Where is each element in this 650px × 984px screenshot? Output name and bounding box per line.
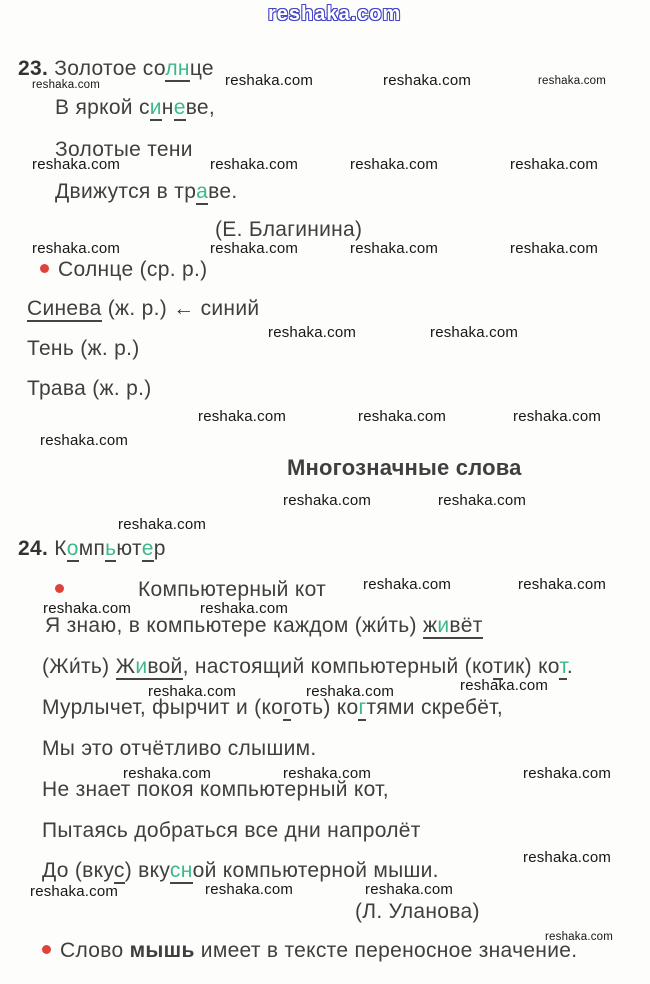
watermark: reshaka.com: [430, 324, 519, 341]
text-segment: 24.: [18, 537, 49, 560]
watermark: reshaka.com: [200, 600, 289, 617]
text-segment: В яркой с: [55, 96, 150, 119]
text-segment: ж: [422, 614, 438, 637]
watermark: reshaka.com: [518, 576, 607, 593]
watermark: reshaka.com: [510, 156, 599, 173]
text-segment: н: [161, 96, 174, 119]
watermark: reshaka.com: [510, 240, 599, 257]
ex24-poem-line-6: [42, 819, 421, 843]
text-segment: оть) ко: [290, 696, 359, 719]
text-segment: , настоящий компьютерный (ко: [182, 655, 494, 678]
watermark: reshaka.com: [225, 72, 314, 89]
watermark: reshaka.com: [123, 765, 212, 782]
ex24-poem-line-3: [42, 696, 503, 720]
text-segment: (Жи́ть): [42, 655, 116, 678]
watermark: reshaka.com: [210, 156, 299, 173]
text-segment: о: [66, 537, 79, 560]
text-segment: ве.: [208, 180, 238, 203]
text-segment: Мы это отчётливо слышим.: [42, 737, 317, 760]
ex24-author: [355, 900, 480, 924]
text-segment: ют: [116, 537, 142, 560]
watermark: reshaka.com: [32, 240, 121, 257]
text-segment: Слово: [60, 939, 130, 962]
ex24-poem-line-4: [42, 737, 317, 761]
text-segment: К: [48, 537, 67, 560]
text-segment: е: [173, 96, 186, 119]
text-segment: лн: [165, 57, 190, 80]
text-segment: г: [358, 696, 367, 719]
text-segment: До (вку: [42, 859, 114, 882]
ex24-poem-line-5: [42, 778, 389, 802]
watermark: reshaka.com: [148, 683, 237, 700]
watermark: reshaka.com: [118, 516, 207, 533]
ex23-poem-line-1: [55, 96, 215, 120]
ex24-poem-line-1: [45, 614, 483, 638]
watermark: reshaka.com: [43, 600, 132, 617]
watermark: reshaka.com: [268, 324, 357, 341]
text-segment: (Л. Уланова): [355, 900, 480, 923]
watermark: reshaka.com: [283, 765, 372, 782]
watermark: reshaka.com: [363, 576, 452, 593]
watermark: reshaka.com: [30, 883, 119, 900]
ex23-title: [18, 57, 214, 81]
section-heading: [287, 455, 522, 480]
bullet-icon: [55, 584, 64, 593]
watermark: reshaka.com: [383, 72, 472, 89]
text-segment: Компьютерный кот: [138, 578, 327, 601]
ex24-answer: [42, 939, 577, 963]
text-segment: т: [559, 655, 567, 678]
site-watermark-logo: reshaka.com: [268, 3, 402, 25]
text-segment: а: [196, 180, 209, 203]
watermark: reshaka.com: [32, 79, 101, 91]
ex23-answer-4: [27, 377, 152, 401]
ex24-title: [18, 537, 166, 561]
watermark: reshaka.com: [306, 683, 395, 700]
text-segment: Не знает покоя компьютерный кот,: [42, 778, 389, 801]
text-segment: ве,: [185, 96, 216, 119]
watermark: reshaka.com: [523, 765, 612, 782]
text-segment: и: [135, 655, 148, 678]
text-segment: и: [149, 96, 162, 119]
text-segment: Пытаясь добраться все дни напролёт: [42, 819, 421, 842]
watermark: reshaka.com: [365, 881, 454, 898]
ex24-poem-title: [55, 578, 326, 602]
text-segment: Многозначные слова: [287, 455, 522, 480]
text-segment: 23.: [18, 57, 49, 80]
text-segment: ик) ко: [503, 655, 560, 678]
watermark: reshaka.com: [513, 408, 602, 425]
ex23-answer-3: [27, 337, 140, 361]
watermark: reshaka.com: [460, 677, 549, 694]
text-segment: с: [113, 859, 125, 882]
ex24-poem-line-2: [42, 655, 573, 679]
text-segment: имеет в тексте переносное значение.: [194, 939, 578, 962]
text-segment: Мурлычет, фырчит и (ко: [42, 696, 284, 719]
watermark: reshaka.com: [538, 75, 607, 87]
text-segment: тями скребёт,: [366, 696, 503, 719]
bullet-icon: [42, 945, 51, 954]
watermark: reshaka.com: [350, 156, 439, 173]
watermark: reshaka.com: [358, 408, 447, 425]
text-segment: сн: [169, 859, 193, 882]
ex23-poem-line-2: [55, 138, 193, 162]
text-segment: Солнце (ср. р.): [58, 258, 208, 281]
text-segment: и: [437, 614, 450, 637]
bullet-icon: [40, 264, 49, 273]
text-segment: р: [153, 537, 166, 560]
watermark: reshaka.com: [545, 931, 614, 943]
watermark: reshaka.com: [523, 849, 612, 866]
text-segment: Золотые тени: [55, 138, 193, 161]
text-segment: мп: [78, 537, 106, 560]
text-segment: ь: [105, 537, 117, 560]
watermark: reshaka.com: [32, 156, 121, 173]
text-segment: т: [493, 655, 504, 678]
watermark: reshaka.com: [350, 240, 439, 257]
text-segment: г: [283, 696, 291, 719]
ex24-poem-line-7: [42, 859, 439, 883]
ex23-answer-1: [40, 258, 207, 282]
text-segment: (Е. Благинина): [215, 218, 363, 241]
text-segment: Я знаю, в компьютере каждом (жи́ть): [45, 614, 423, 637]
text-segment: Движутся в тр: [55, 180, 197, 203]
watermark: reshaka.com: [283, 492, 372, 509]
text-segment: Синева: [27, 297, 102, 320]
watermark: reshaka.com: [198, 408, 287, 425]
text-segment: Трава (ж. р.): [27, 377, 152, 400]
ex23-author: [215, 218, 362, 242]
ex23-poem-line-3: [55, 180, 238, 204]
watermark: reshaka.com: [40, 432, 129, 449]
text-segment: е: [141, 537, 154, 560]
text-segment: Золотое со: [48, 57, 166, 80]
watermark: reshaka.com: [438, 492, 527, 509]
text-segment: Тень (ж. р.): [27, 337, 140, 360]
text-segment: вой: [147, 655, 183, 678]
text-segment: ) вку: [124, 859, 170, 882]
text-segment: (ж. р.) ← синий: [101, 297, 260, 320]
text-segment: .: [566, 655, 574, 678]
text-segment: Ж: [115, 655, 136, 678]
watermark: reshaka.com: [210, 240, 299, 257]
text-segment: вёт: [449, 614, 483, 637]
text-segment: ой компьютерной мыши.: [192, 859, 439, 882]
text-segment: мышь: [129, 939, 195, 962]
text-segment: це: [189, 57, 214, 80]
watermark: reshaka.com: [205, 881, 294, 898]
ex23-answer-2: [27, 297, 259, 321]
